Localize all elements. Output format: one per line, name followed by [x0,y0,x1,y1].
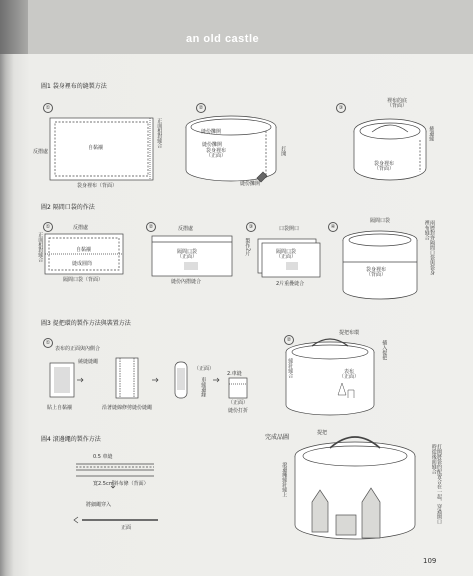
fig2-step2-number: ② [146,222,156,232]
fig3-c-right: 車縫邊緣 [200,377,207,397]
fig1-c-top: 裡布的底 （背面） [387,98,408,109]
fig2-a-label2: 縫成圓筒 [72,261,93,267]
fig1-step1-number: ① [43,103,53,113]
fig1-b-center: 袋身裡布 （正面） [206,148,227,159]
fig2-a-left: 正面相對縫合 [37,232,44,262]
fig2-step1-number: ① [43,222,53,232]
fig2-b-bottom: 縫份內摺縫合 [171,279,202,285]
fig2-b-top: 反摺處 [178,226,194,232]
fig2-heading: 圖2 隔間口袋的作法 [41,204,95,211]
fig2-step4-number: ④ [328,222,338,232]
fig1-step3-number: ③ [336,103,346,113]
fig1-b-bottom: 縫份攤開 [240,181,261,187]
fig4-b-top: 將細繩穿入 [86,502,112,508]
fig3-b-bottom: 沿著縫線修剪縫份縫繩 [102,405,153,411]
fig3-heading: 圖3 提把環的製作方法與裝置方法 [41,320,131,327]
fig3-step1-number: ① [43,338,53,348]
fig1-a-center: 自黏襯 [88,145,104,151]
fig2-c-bottom: 2片重疊縫合 [276,281,305,287]
fig4-heading: 圖4 滾邊繩的製作方法 [41,436,101,443]
fig1-step2-number: ② [196,103,206,113]
fig3-a-mid: 繞縫縫繩 [78,359,99,365]
fig2-a-bottom: 隔間口袋（背面） [63,277,104,283]
fig3-a-top: 表布的正面與內側合 [55,346,101,352]
fig1-b-top: 縫份攤開 [201,129,222,135]
fig4-a-top: 0.5 車縫 [93,454,113,460]
fig3-a-bottom: 貼上自黏襯 [47,405,73,411]
finished-top: 提把 [317,430,328,436]
fig3-e-center: 表布 （正面） [339,369,360,380]
fig3-d-top: 2.車縫 [227,371,242,377]
header-title: an old castle [186,33,260,45]
fig1-step2-drawing [186,116,276,182]
fig2-c-top: 口袋開口 [279,226,300,232]
fig3-step2-number: ② [284,335,294,345]
fig2-b-center: 隔間口袋 （正面） [177,249,198,260]
fig2-step1-drawing [45,234,123,274]
fig4-drawings [74,464,158,523]
fig1-c-right: 捲邊縫 [428,126,435,141]
fig1-a-right: 正面相對縫合 [156,118,163,148]
page-number: 109 [423,557,437,565]
fig2-d-center: 袋身裡布 （背面） [366,267,387,278]
fig4-a-bottom: 寬2.5cm斜布條（背面） [93,481,149,487]
fig3-step2-drawing [286,339,374,415]
fig2-b-right: 製作2片 [244,238,251,257]
fig2-step4-drawing [343,231,417,299]
finished-left: 滾邊繩縫針縫上 [281,462,288,497]
fig1-b-right: 打開 [280,146,287,156]
fig3-e-left: 縫針縫合 [287,358,294,378]
fig1-c-center: 袋身裡布 （背面） [374,161,395,172]
fig2-step3-number: ③ [246,222,256,232]
fig2-d-top: 隔間口袋 [370,218,391,224]
fig1-a-bottom: 袋身裡布（背面） [77,183,118,189]
fig3-c-label: （正面） [194,366,215,372]
finished-title: 完成品圖 [265,434,290,441]
fig2-a-mid: 自黏襯 [76,247,92,253]
fig1-a-left: 反摺處 [33,149,49,155]
finished-right: 打開將袋的配置合在一起，穿過開口時從後面縫合 [430,444,442,524]
fig1-heading: 圖1 袋身裡布的縫製方法 [41,83,107,90]
fig4-b-bottom: 正面 [121,525,132,531]
fig3-d-label: （正面） [228,400,249,406]
fig2-c-center: 隔間口袋 （正面） [276,249,297,260]
fig1-b-mid: 縫份攤開 [202,142,223,148]
finished-drawing [295,437,415,539]
fig3-d-bottom: 縫份打折 [228,408,249,414]
fig2-d-right: 兩層對齊隔間口袋與袋身裡布縫合 [423,220,435,275]
fig3-e-right: 插入提把 [381,340,388,360]
fig2-a-top: 反摺處 [73,225,89,231]
fig3-e-top: 提把布環 [339,330,360,336]
